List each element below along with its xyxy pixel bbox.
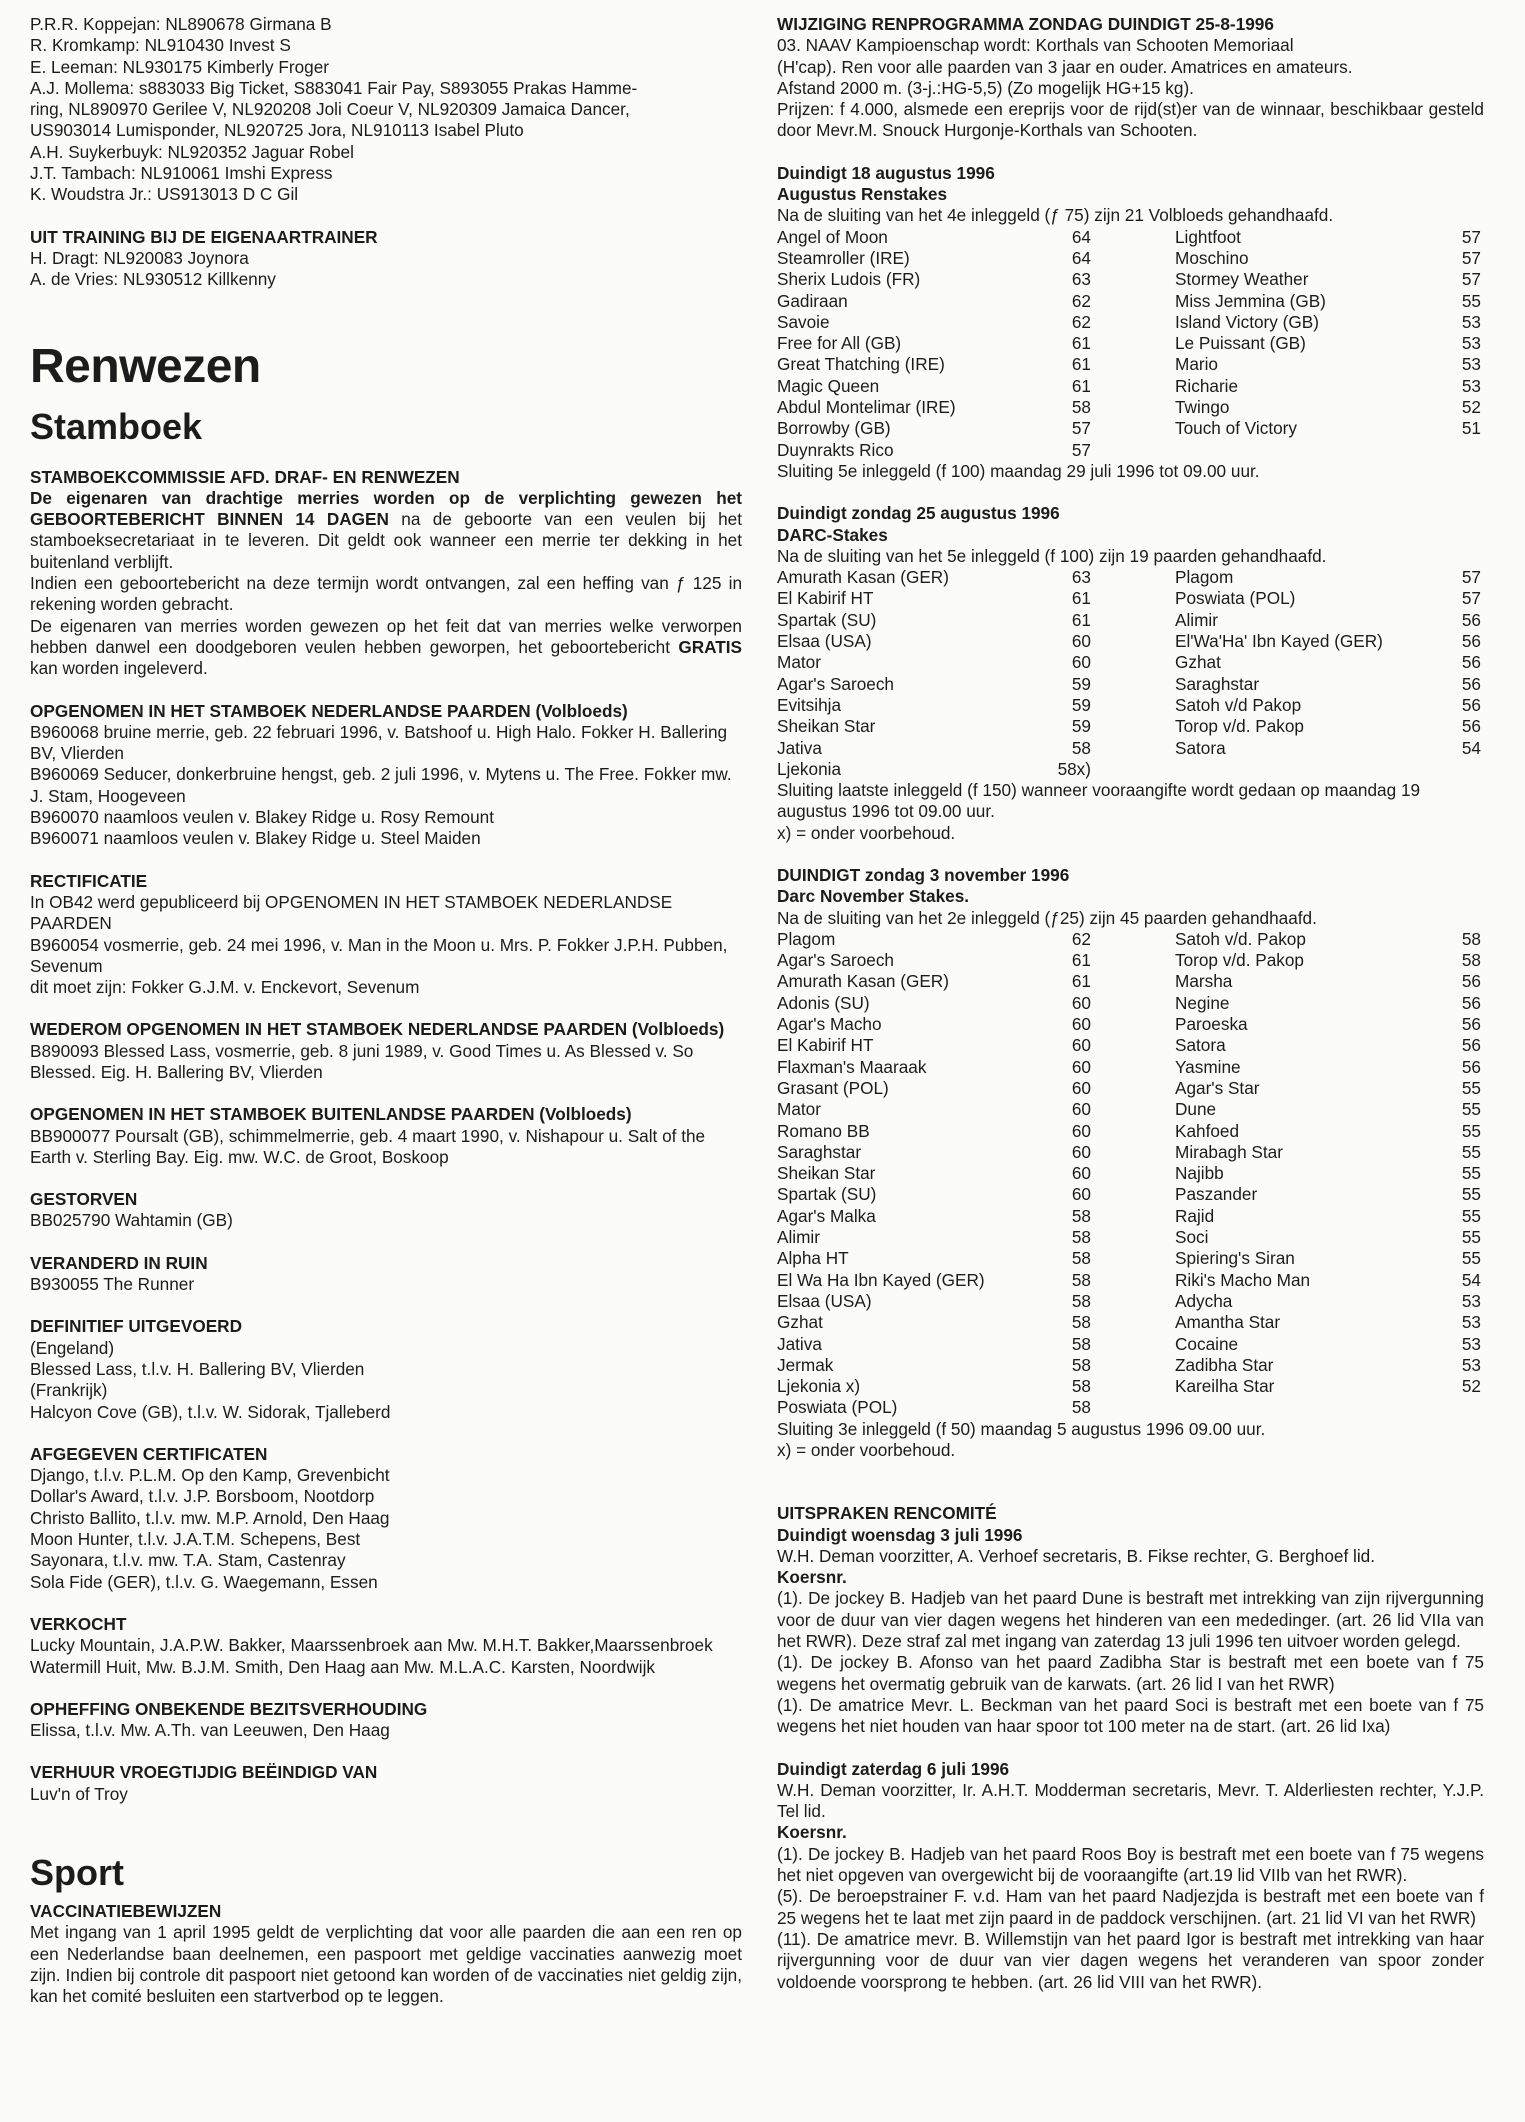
horse-name: Cocaine — [1175, 1333, 1239, 1354]
section-heading: DEFINITIEF UITGEVOERD — [30, 1316, 242, 1337]
horse-weight — [1433, 759, 1481, 780]
horse-name: Jativa — [777, 737, 822, 758]
horse-name: Torop v/d. Pakop — [1175, 716, 1304, 737]
horse-name: Flaxman's Maaraak — [777, 1056, 927, 1077]
horse-name: Mario — [1175, 354, 1218, 375]
horse-weight: 58 — [1071, 1376, 1091, 1397]
horse-name: Agar's Macho — [777, 1014, 882, 1035]
koersnr-label: Koersnr. — [777, 1567, 847, 1588]
trainer-line: E. Leeman: NL930175 Kimberly Froger — [30, 56, 330, 77]
horse-weight: 53 — [1461, 354, 1481, 375]
horse-name: Abdul Montelimar (IRE) — [777, 397, 956, 418]
horse-weight: 53 — [1461, 1312, 1481, 1333]
horse-weight: 53 — [1461, 1333, 1481, 1354]
horse-name: Riki's Macho Man — [1175, 1269, 1311, 1290]
horse-name: Gzhat — [777, 1312, 823, 1333]
horse-name: Adonis (SU) — [777, 992, 870, 1013]
horse-weight — [1433, 440, 1481, 461]
horse-weight: 60 — [1071, 1056, 1091, 1077]
section-title-sport: Sport — [30, 1852, 124, 1893]
horse-weight: 64 — [1071, 226, 1091, 247]
horse-weight: 61 — [1071, 609, 1091, 630]
list-item: Blessed Lass, t.l.v. H. Ballering BV, Vlierden — [30, 1358, 365, 1379]
horse-weight: 63 — [1071, 567, 1091, 588]
section-heading: OPGENOMEN IN HET STAMBOEK NEDERLANDSE PAARDEN (Volbloeds) — [30, 700, 628, 721]
horse-name: El Wa Ha Ibn Kayed (GER) — [777, 1269, 985, 1290]
horse-weight: 63 — [1071, 269, 1091, 290]
trainer-line: R. Kromkamp: NL910430 Invest S — [30, 35, 291, 56]
horse-name: Plagom — [777, 928, 836, 949]
horse-weight: 58 — [1071, 1354, 1091, 1375]
list-item: Sayonara, t.l.v. mw. T.A. Stam, Castenray — [30, 1550, 346, 1571]
trainer-line: P.R.R. Koppejan: NL890678 Girmana B — [30, 14, 332, 34]
list-item: B960069 Seducer, donkerbruine hengst, geb. 2 juli 1996, v. Mytens u. The Free. Fokker mw. J. Stam, Hoogeveen — [30, 764, 732, 806]
list-item: (Engeland) — [30, 1337, 115, 1358]
horse-name: Jermak — [777, 1354, 834, 1375]
horse-name: Stormey Weather — [1175, 269, 1309, 290]
text: De eigenaren van merries worden gewezen op het feit dat van merries welke verworpen hebben danwel een doodgeboren veulen hebben geworpen, het geboortebericht — [30, 615, 742, 657]
horse-name: Saraghstar — [777, 1141, 862, 1162]
horse-name — [1175, 1397, 1433, 1418]
horse-name: Evitsihja — [777, 694, 841, 715]
list-item: In OB42 werd gepubliceerd bij OPGENOMEN IN HET STAMBOEK NEDERLANDSE PAARDEN — [30, 891, 673, 934]
horse-weight: 58 — [1071, 1397, 1091, 1418]
horse-name: Negine — [1175, 992, 1230, 1013]
ruling-item: (1). De jockey B. Hadjeb van het paard Roos Boy is bestraft met een boete van f 75 wegens het niet opgeven van overgewicht bij de vooraangifte (art.19 lid VIIb van het RWR). — [777, 1843, 1484, 1886]
horse-name: Gzhat — [1175, 652, 1221, 673]
horse-name: Agar's Saroech — [777, 673, 894, 694]
horse-weight: 58 — [1071, 737, 1091, 758]
horse-weight: 55 — [1461, 1077, 1481, 1098]
horse-weight: 53 — [1461, 375, 1481, 396]
horse-weight: 56 — [1461, 1014, 1481, 1035]
horse-name: El'Wa'Ha' Ibn Kayed (GER) — [1175, 631, 1383, 652]
horse-weight: 54 — [1461, 737, 1481, 758]
section-heading: GESTORVEN — [30, 1189, 138, 1210]
horse-name: Plagom — [1175, 567, 1234, 588]
horse-name: Twingo — [1175, 397, 1230, 418]
horse-weight: 57 — [1071, 439, 1091, 460]
subsection-title-stamboek: Stamboek — [30, 405, 203, 447]
section-title-renwezen: Renwezen — [30, 339, 261, 393]
horse-weight: 59 — [1071, 716, 1091, 737]
horse-weight: 60 — [1071, 1120, 1091, 1141]
section-heading: VACCINATIEBEWIJZEN — [30, 1901, 222, 1921]
horse-name: Mator — [777, 652, 821, 673]
race-intro: Na de sluiting van het 5e inleggeld (f 100) zijn 19 paarden gehandhaafd. — [777, 545, 1327, 566]
right-column — [777, 14, 1484, 1993]
horse-name: Agar's Star — [1175, 1077, 1260, 1098]
section-heading: VERKOCHT — [30, 1613, 127, 1634]
section-heading: UITSPRAKEN RENCOMITÉ — [777, 1503, 997, 1524]
trainer-line: A.J. Mollema: s883033 Big Ticket, S883041 Fair Pay, S893055 Prakas Hamme- — [30, 77, 638, 98]
section-heading: VERHUUR VROEGTIJDIG BEËINDIGD VAN — [30, 1762, 378, 1783]
horse-weight: 64 — [1071, 247, 1091, 268]
horse-weight: 56 — [1461, 694, 1481, 715]
horse-weight: 61 — [1071, 950, 1091, 971]
list-item: B890093 Blessed Lass, vosmerrie, geb. 8 juni 1989, v. Good Times u. As Blessed v. So Blessed. Eig. H. Ballering BV, Vlierden — [30, 1040, 694, 1082]
horse-name: Marsha — [1175, 971, 1233, 992]
trainer-line: A.H. Suykerbuyk: NL920352 Jaguar Robel — [30, 141, 354, 162]
ruling-date: Duindigt woensdag 3 juli 1996 — [777, 1524, 1023, 1545]
horse-weight: 60 — [1071, 992, 1091, 1013]
horse-weight: 55 — [1461, 1099, 1481, 1120]
horse-name: Satoh v/d Pakop — [1175, 694, 1302, 715]
section-heading: WEDEROM OPGENOMEN IN HET STAMBOEK NEDERLANDSE PAARDEN (Volbloeds) — [30, 1019, 725, 1040]
list-item: Watermill Huit, Mw. B.J.M. Smith, Den Haag aan Mw. M.L.A.C. Karsten, Noordwijk — [30, 1656, 655, 1677]
horse-weight: 58 — [1071, 1312, 1091, 1333]
horse-weight: 56 — [1461, 652, 1481, 673]
horse-weight: 61 — [1071, 354, 1091, 375]
horse-weight: 57 — [1071, 418, 1091, 439]
horse-weight: 62 — [1071, 311, 1091, 332]
horse-weight: 57 — [1461, 588, 1481, 609]
list-item: Elissa, t.l.v. Mw. A.Th. van Leeuwen, Den Haag — [30, 1720, 390, 1741]
horse-name: El Kabirif HT — [777, 1035, 874, 1056]
horse-weight: 55 — [1461, 1163, 1481, 1184]
horse-weight: 55 — [1461, 1184, 1481, 1205]
race-title: Duindigt zondag 25 augustus 1996 — [777, 503, 1060, 524]
horse-weight: 58 — [1071, 1290, 1091, 1311]
horse-name: Moschino — [1175, 247, 1249, 268]
horse-weight: 55 — [1461, 1248, 1481, 1269]
race-note: x) = onder voorbehoud. — [777, 822, 956, 843]
race-closing: Sluiting 3e inleggeld (f 50) maandag 5 augustus 1996 09.00 uur. — [777, 1418, 1266, 1439]
horse-name: Rajid — [1175, 1205, 1215, 1226]
race-name: DARC-Stakes — [777, 524, 888, 545]
entries-table — [777, 567, 1484, 780]
text: na de geboorte van een veulen bij het stamboeksecretariaat in te leveren. Dit geldt ook wanneer een merrie ter dekking in het buitenland verblijft. — [30, 509, 742, 572]
horse-weight: 60 — [1071, 1035, 1091, 1056]
race-name: Augustus Renstakes — [777, 184, 948, 205]
list-item: B960068 bruine merrie, geb. 22 februari 1996, v. Batshoof u. High Halo. Fokker H. Ballering BV, Vlierden — [30, 721, 728, 764]
horse-name: Amurath Kasan (GER) — [777, 971, 949, 992]
list-item: H. Dragt: NL920083 Joynora — [30, 247, 249, 268]
horse-weight: 56 — [1461, 971, 1481, 992]
horse-weight: 53 — [1461, 1290, 1481, 1311]
horse-weight: 59 — [1071, 673, 1091, 694]
entries-table — [777, 929, 1484, 1419]
list-item: Django, t.l.v. P.L.M. Op den Kamp, Grevenbicht — [30, 1465, 390, 1486]
horse-name: Savoie — [777, 311, 830, 332]
list-item: Halcyon Cove (GB), t.l.v. W. Sidorak, Tjalleberd — [30, 1401, 391, 1422]
trainer-line: ring, NL890970 Gerilee V, NL920208 Joli Coeur V, NL920309 Jamaica Dancer, — [30, 99, 630, 120]
left-column — [30, 14, 742, 2007]
horse-weight: 56 — [1461, 1035, 1481, 1056]
paragraph — [30, 488, 742, 573]
horse-name: Alimir — [1175, 609, 1218, 630]
horse-name — [1175, 440, 1433, 461]
horse-weight: 62 — [1071, 928, 1091, 949]
horse-name: Steamroller (IRE) — [777, 247, 910, 268]
horse-weight: 57 — [1461, 247, 1481, 268]
race-note: x) = onder voorbehoud. — [777, 1440, 956, 1460]
horse-name: Ljekonia x) — [777, 1376, 861, 1397]
horse-weight: 55 — [1461, 1227, 1481, 1248]
list-item: B960054 vosmerrie, geb. 24 mei 1996, v. Man in the Moon u. Mrs. P. Fokker J.P.H. Pubben, Sevenum — [30, 934, 728, 976]
horse-name: Jativa — [777, 1333, 822, 1354]
paragraph: Met ingang van 1 april 1995 geldt de verplichting dat voor alle paarden die aan een ren op een Nederlandse baan deelnemen, een paspoort met geldige vaccinaties aanwezig moet zijn. Indien bij controle dit paspoort niet getoond kan worden of de vaccinaties niet geldig zijn, kan het comité besluiten een startverbod op te leggen. — [30, 1922, 742, 2007]
horse-weight: 58x) — [1057, 758, 1091, 779]
horse-name: Ljekonia — [777, 758, 842, 779]
horse-name: Paroeska — [1175, 1014, 1248, 1035]
ruling-date: Duindigt zaterdag 6 juli 1996 — [777, 1758, 1010, 1779]
list-item: A. de Vries: NL930512 Killkenny — [30, 269, 276, 290]
race-intro: Na de sluiting van het 2e inleggeld (ƒ25) zijn 45 paarden gehandhaafd. — [777, 907, 1317, 928]
list-item: Sola Fide (GER), t.l.v. G. Waegemann, Essen — [30, 1571, 378, 1592]
section-heading: OPGENOMEN IN HET STAMBOEK BUITENLANDSE PAARDEN (Volbloeds) — [30, 1104, 632, 1125]
horse-weight: 59 — [1071, 694, 1091, 715]
horse-weight: 60 — [1071, 631, 1091, 652]
horse-weight: 57 — [1461, 226, 1481, 247]
horse-weight: 52 — [1461, 1376, 1481, 1397]
bold-text: GRATIS — [678, 636, 742, 657]
koersnr-label: Koersnr. — [777, 1822, 847, 1843]
horse-name: Richarie — [1175, 375, 1239, 396]
horse-weight: 56 — [1461, 631, 1481, 652]
horse-name: Alpha HT — [777, 1248, 849, 1269]
horse-name: Grasant (POL) — [777, 1077, 889, 1098]
horse-name: Kahfoed — [1175, 1120, 1240, 1141]
horse-weight: 54 — [1461, 1269, 1481, 1290]
section-heading: AFGEGEVEN CERTIFICATEN — [30, 1443, 268, 1464]
section-heading: UIT TRAINING BIJ DE EIGENAARTRAINER — [30, 226, 378, 247]
trainer-line: US903014 Lumisponder, NL920725 Jora, NL910113 Isabel Pluto — [30, 120, 524, 141]
horse-name: Amantha Star — [1175, 1312, 1281, 1333]
horse-name: Mirabagh Star — [1175, 1141, 1283, 1162]
horse-weight — [1433, 1397, 1481, 1418]
horse-name: Magic Queen — [777, 375, 880, 396]
horse-name: Poswiata (POL) — [1175, 588, 1296, 609]
horse-weight: 55 — [1461, 290, 1481, 311]
horse-name: Mator — [777, 1099, 821, 1120]
horse-name: Sherix Ludois (FR) — [777, 269, 921, 290]
horse-name: Elsaa (USA) — [777, 631, 872, 652]
horse-name: Agar's Malka — [777, 1205, 876, 1226]
horse-name: Sheikan Star — [777, 716, 876, 737]
horse-weight: 56 — [1461, 673, 1481, 694]
trainer-list — [30, 14, 742, 206]
horse-name: Satoh v/d. Pakop — [1175, 928, 1306, 949]
horse-weight: 61 — [1071, 333, 1091, 354]
horse-name: Agar's Saroech — [777, 950, 894, 971]
horse-weight: 58 — [1071, 1333, 1091, 1354]
horse-name: Duynrakts Rico — [777, 439, 894, 460]
paragraph: 03. NAAV Kampioenschap wordt: Korthals van Schooten Memoriaal — [777, 35, 1294, 56]
horse-name: Yasmine — [1175, 1056, 1241, 1077]
ruling-item: (1). De jockey B. Hadjeb van het paard Dune is bestraft met intrekking van zijn rijvergunning voor de duur van vier dagen wegens het hinderen van een mededinger. (art. 26 lid VIIa van het RWR). Deze straf zal met ingang van zaterdag 13 juli 1996 ten uitvoer worden gelegd. — [777, 1588, 1484, 1652]
horse-weight: 52 — [1461, 397, 1481, 418]
horse-name: Soci — [1175, 1227, 1209, 1248]
section-heading: OPHEFFING ONBEKENDE BEZITSVERHOUDING — [30, 1698, 428, 1719]
horse-weight: 60 — [1071, 1163, 1091, 1184]
horse-name: Zadibha Star — [1175, 1354, 1274, 1375]
horse-name: Saraghstar — [1175, 673, 1260, 694]
list-item: BB900077 Poursalt (GB), schimmelmerrie, geb. 4 maart 1990, v. Nishapour u. Salt of the Earth v. Sterling Bay. Eig. mw. W.C. de Groot, Boskoop — [30, 1125, 706, 1167]
horse-weight: 58 — [1071, 1248, 1091, 1269]
horse-weight: 57 — [1461, 567, 1481, 588]
horse-name: Amurath Kasan (GER) — [777, 567, 949, 588]
horse-weight: 55 — [1461, 1141, 1481, 1162]
horse-name: Satora — [1175, 1035, 1226, 1056]
horse-weight: 51 — [1461, 418, 1481, 439]
committee-members: W.H. Deman voorzitter, Ir. A.H.T. Modderman secretaris, Mevr. T. Alderliesten rechter, Y.J.P. Tel lid. — [777, 1779, 1484, 1822]
list-item: B930055 The Runner — [30, 1274, 195, 1295]
horse-name: Le Puissant (GB) — [1175, 333, 1306, 354]
horse-weight: 61 — [1071, 971, 1091, 992]
horse-name: Touch of Victory — [1175, 418, 1297, 439]
ruling-item: (11). De amatrice mevr. B. Willemstijn van het paard Igor is bestraft met intrekking van haar rijvergunning voor de duur van vier dagen wegens het veranderen van spoor zonder voldoende voorsprong te hebben. (art. 26 lid VIII van het RWR). — [777, 1928, 1484, 1992]
horse-weight: 56 — [1461, 992, 1481, 1013]
horse-name: Gadiraan — [777, 290, 848, 311]
horse-name: Spiering's Siran — [1175, 1248, 1295, 1269]
horse-name: Angel of Moon — [777, 226, 888, 247]
race-title: Duindigt 18 augustus 1996 — [777, 162, 995, 183]
trainer-line: K. Woudstra Jr.: US913013 D C Gil — [30, 184, 299, 205]
paragraph: Indien een geboortebericht na deze termijn wordt ontvangen, zal een heffing van ƒ 125 in rekening worden gebracht. — [30, 573, 742, 615]
text: kan worden ingeleverd. — [30, 658, 208, 679]
horse-weight: 60 — [1071, 1099, 1091, 1120]
horse-name: Najibb — [1175, 1163, 1224, 1184]
horse-name: Island Victory (GB) — [1175, 311, 1319, 332]
entries-table — [777, 227, 1484, 461]
committee-members: W.H. Deman voorzitter, A. Verhoef secretaris, B. Fikse rechter, G. Berghoef lid. — [777, 1545, 1375, 1566]
horse-weight: 60 — [1071, 1077, 1091, 1098]
paragraph: (H'cap). Ren voor alle paarden van 3 jaar en ouder. Amatrices en amateurs. — [777, 56, 1353, 77]
horse-name: Romano BB — [777, 1120, 870, 1141]
horse-weight: 58 — [1461, 928, 1481, 949]
list-item: BB025790 Wahtamin (GB) — [30, 1210, 233, 1231]
horse-name: Adycha — [1175, 1290, 1233, 1311]
section-heading: RECTIFICATIE — [30, 870, 148, 891]
section-heading: WIJZIGING RENPROGRAMMA ZONDAG DUINDIGT 25-8-1996 — [777, 14, 1274, 34]
horse-name: Spartak (SU) — [777, 1184, 877, 1205]
ruling-item: (5). De beroepstrainer F. v.d. Ham van het paard Nadjezjda is bestraft met een boete van f 25 wegens het te laat met zijn paard in de paddock verschijnen. (art. 21 lid VI van het RWR) — [777, 1886, 1484, 1928]
list-item: (Frankrijk) — [30, 1380, 108, 1401]
horse-name: Elsaa (USA) — [777, 1290, 872, 1311]
horse-name: Sheikan Star — [777, 1163, 876, 1184]
list-item: dit moet zijn: Fokker G.J.M. v. Enckevort, Sevenum — [30, 977, 420, 998]
list-item: Lucky Mountain, J.A.P.W. Bakker, Maarssenbroek aan Mw. M.H.T. Bakker,Maarssenbroek — [30, 1635, 713, 1656]
list-item: B960070 naamloos veulen v. Blakey Ridge u. Rosy Remount — [30, 807, 495, 828]
horse-weight: 57 — [1461, 269, 1481, 290]
horse-weight: 60 — [1071, 1184, 1091, 1205]
horse-name: Lightfoot — [1175, 226, 1241, 247]
horse-weight: 58 — [1461, 950, 1481, 971]
horse-name: Kareilha Star — [1175, 1376, 1275, 1397]
horse-weight: 58 — [1071, 1269, 1091, 1290]
horse-weight: 58 — [1071, 1227, 1091, 1248]
horse-weight: 53 — [1461, 311, 1481, 332]
horse-name: Paszander — [1175, 1184, 1258, 1205]
horse-weight: 56 — [1461, 1056, 1481, 1077]
horse-weight: 55 — [1461, 1120, 1481, 1141]
section-heading: STAMBOEKCOMMISSIE AFD. DRAF- EN RENWEZEN — [30, 466, 460, 487]
horse-weight: 61 — [1071, 588, 1091, 609]
trainer-line: J.T. Tambach: NL910061 Imshi Express — [30, 163, 333, 184]
list-item: Luv'n of Troy — [30, 1783, 128, 1804]
paragraph: Afstand 2000 m. (3-j.:HG-5,5) (Zo mogelijk HG+15 kg). — [777, 77, 1194, 98]
horse-name: El Kabirif HT — [777, 588, 874, 609]
horse-name: Satora — [1175, 737, 1226, 758]
race-intro: Na de sluiting van het 4e inleggeld (ƒ 75) zijn 21 Volbloeds gehandhaafd. — [777, 205, 1334, 226]
list-item: B960071 naamloos veulen v. Blakey Ridge u. Steel Maiden — [30, 828, 481, 849]
ruling-item: (1). De amatrice Mevr. L. Beckman van het paard Soci is bestraft met een boete van f 75 wegens het niet houden van haar spoor tot 100 meter na de start. (art. 26 lid Ixa) — [777, 1694, 1484, 1737]
horse-name: Miss Jemmina (GB) — [1175, 290, 1326, 311]
paragraph: Prijzen: f 4.000, alsmede een ereprijs voor de rijd(st)er van de winnaar, beschikbaar gesteld door Mevr.M. Snouck Hurgonje-Korthals van Schooten. — [777, 99, 1484, 141]
ruling-item: (1). De jockey B. Afonso van het paard Zadibha Star is bestraft met een boete van f 75 wegens het overmatig gebruik van de karwats. (art. 26 lid I van het RWR) — [777, 1652, 1484, 1694]
race-name: Darc November Stakes. — [777, 886, 970, 907]
horse-weight: 58 — [1071, 1205, 1091, 1226]
horse-weight: 56 — [1461, 609, 1481, 630]
horse-name: Alimir — [777, 1227, 820, 1248]
horse-name — [1175, 759, 1433, 780]
race-title: DUINDIGT zondag 3 november 1996 — [777, 864, 1070, 885]
list-item: Moon Hunter, t.l.v. J.A.T.M. Schepens, Best — [30, 1529, 361, 1550]
race-closing: Sluiting 5e inleggeld (f 100) maandag 29 juli 1996 tot 09.00 uur. — [777, 460, 1260, 481]
horse-name: Dune — [1175, 1099, 1217, 1120]
race-closing: Sluiting laatste inleggeld (f 150) wanneer vooraangifte wordt gedaan op maandag 19 augustus 1996 tot 09.00 uur. — [777, 780, 1421, 822]
horse-name: Spartak (SU) — [777, 609, 877, 630]
horse-name: Torop v/d. Pakop — [1175, 950, 1304, 971]
list-item: Christo Ballito, t.l.v. mw. M.P. Arnold, Den Haag — [30, 1507, 390, 1528]
horse-weight: 60 — [1071, 1141, 1091, 1162]
horse-weight: 53 — [1461, 333, 1481, 354]
section-heading: VERANDERD IN RUIN — [30, 1252, 208, 1273]
horse-weight: 55 — [1461, 1205, 1481, 1226]
horse-weight: 58 — [1071, 397, 1091, 418]
horse-weight: 56 — [1461, 716, 1481, 737]
horse-weight: 62 — [1071, 290, 1091, 311]
horse-weight: 60 — [1071, 1014, 1091, 1035]
horse-name: Free for All (GB) — [777, 333, 902, 354]
horse-weight: 53 — [1461, 1354, 1481, 1375]
horse-weight: 61 — [1071, 375, 1091, 396]
bold-text: De eigenaren van drachtige merries worden op de verplichting gewezen het GEBOORTEBERICHT BINNEN 14 DAGEN — [30, 487, 742, 530]
paragraph — [30, 616, 742, 680]
horse-name: Borrowby (GB) — [777, 418, 891, 439]
list-item: Dollar's Award, t.l.v. J.P. Borsboom, Nootdorp — [30, 1486, 375, 1507]
horse-weight: 60 — [1071, 652, 1091, 673]
horse-name: Poswiata (POL) — [777, 1397, 898, 1418]
horse-name: Great Thatching (IRE) — [777, 354, 945, 375]
